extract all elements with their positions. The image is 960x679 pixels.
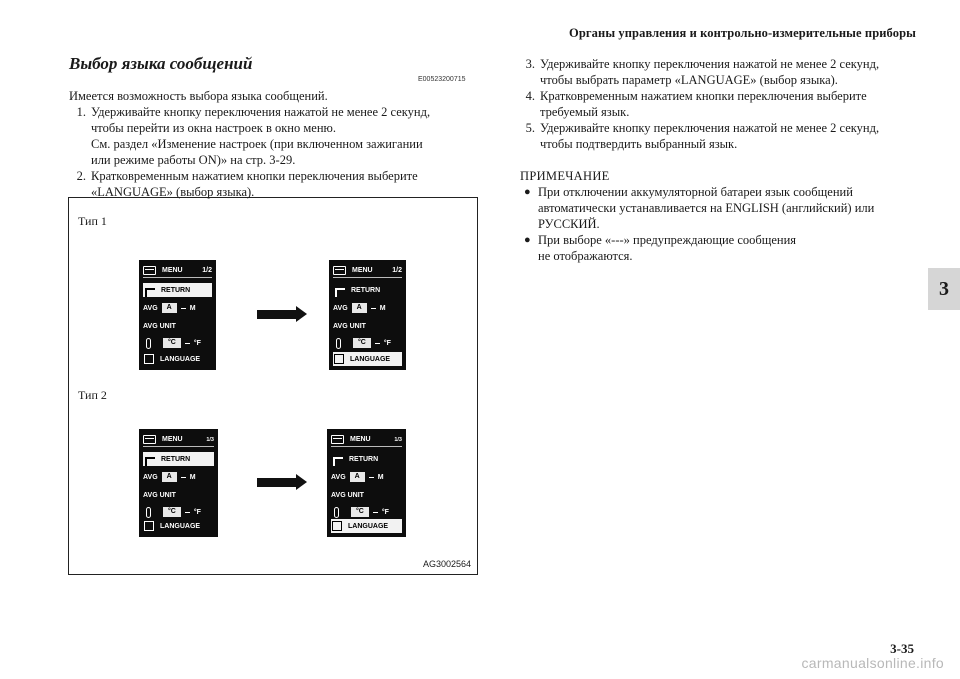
menu-page: 1/3 bbox=[206, 436, 214, 443]
arrow-right-icon bbox=[257, 478, 297, 487]
temp-f: °F bbox=[381, 508, 389, 516]
return-item bbox=[143, 452, 214, 466]
return-label: RETURN bbox=[349, 455, 379, 463]
screen-header bbox=[333, 264, 402, 278]
type1-label: Тип 1 bbox=[78, 214, 107, 228]
step-line: чтобы выбрать параметр «LANGUAGE» (выбор языка). bbox=[540, 73, 838, 87]
return-arrow-icon bbox=[145, 288, 155, 297]
step-text bbox=[540, 56, 879, 88]
separator-dash bbox=[373, 512, 378, 513]
toolbox-icon bbox=[143, 266, 156, 275]
step-line: Кратковременным нажатием кнопки переключения выберите bbox=[91, 169, 418, 183]
separator-dash bbox=[181, 308, 186, 309]
temp-c: °C bbox=[353, 338, 371, 348]
step-line: чтобы перейти из окна настроек в окно меню. bbox=[91, 121, 336, 135]
note-text bbox=[538, 232, 796, 264]
step-text bbox=[540, 120, 879, 152]
note-title: ПРИМЕЧАНИЕ bbox=[520, 169, 610, 183]
language-label: LANGUAGE bbox=[160, 522, 201, 530]
avg-label: AVG bbox=[333, 304, 348, 312]
step-number: 5. bbox=[525, 121, 535, 135]
avg-alt: M bbox=[189, 473, 196, 481]
language-item bbox=[143, 519, 214, 533]
avg-unit-item bbox=[333, 319, 402, 333]
note-line: При отключении аккумуляторной батареи язык сообщений bbox=[538, 185, 853, 199]
menu-page: 1/2 bbox=[202, 267, 212, 274]
step-item bbox=[520, 88, 920, 120]
bullet-dot-icon: ● bbox=[524, 186, 531, 198]
step-line: Кратковременным нажатием кнопки переключения выберите bbox=[540, 89, 867, 103]
thermometer-icon bbox=[146, 338, 151, 349]
avg-unit-item bbox=[331, 488, 402, 502]
avg-item bbox=[333, 301, 402, 315]
section-title: Выбор языка сообщений bbox=[69, 54, 253, 73]
step-line: Удерживайте кнопку переключения нажатой не менее 2 секунд, bbox=[540, 121, 880, 135]
thermometer-icon bbox=[146, 507, 151, 518]
type2-label: Тип 2 bbox=[78, 388, 107, 402]
language-icon bbox=[144, 354, 154, 364]
step-line: чтобы подтвердить выбранный язык. bbox=[540, 137, 738, 151]
toolbox-icon bbox=[143, 435, 156, 444]
menu-label: MENU bbox=[162, 436, 183, 443]
return-item bbox=[331, 452, 402, 466]
step-line: Удерживайте кнопку переключения нажатой не менее 2 секунд, bbox=[540, 57, 880, 71]
return-arrow-icon bbox=[333, 457, 343, 466]
display-figure bbox=[68, 197, 478, 575]
step-line: требуемый язык. bbox=[540, 105, 630, 119]
avg-alt: M bbox=[377, 473, 384, 481]
temp-c: °C bbox=[351, 507, 369, 517]
step-number: 1. bbox=[76, 105, 86, 119]
toolbox-icon bbox=[331, 435, 344, 444]
return-label: RETURN bbox=[161, 455, 191, 463]
language-label: LANGUAGE bbox=[160, 355, 201, 363]
note-line: не отображаются. bbox=[538, 249, 633, 263]
intro-text: Имеется возможность выбора языка сообщений. bbox=[69, 89, 328, 103]
return-item bbox=[333, 283, 402, 297]
step-text bbox=[91, 168, 418, 200]
note-line: При выборе «---» предупреждающие сообщения bbox=[538, 233, 797, 247]
thermometer-icon bbox=[336, 338, 341, 349]
language-icon bbox=[144, 521, 154, 531]
temp-unit-item bbox=[333, 336, 402, 350]
watermark: carmanualsonline.info bbox=[801, 655, 944, 671]
page-number: 3-35 bbox=[890, 641, 914, 656]
step-line: См. раздел «Изменение настроек (при включенном зажигании bbox=[91, 137, 423, 151]
menu-label: MENU bbox=[162, 267, 183, 274]
avg-item bbox=[143, 301, 212, 315]
display-type1-after bbox=[329, 260, 406, 370]
temp-c: °C bbox=[163, 507, 181, 517]
separator-dash bbox=[185, 512, 190, 513]
note-bullet bbox=[520, 184, 920, 232]
avg-item bbox=[331, 470, 402, 484]
temp-unit-item bbox=[143, 336, 212, 350]
figure-code: AG3002564 bbox=[422, 559, 471, 569]
bullet-dot-icon: ● bbox=[524, 234, 531, 246]
display-type2-before bbox=[139, 429, 218, 537]
screen-header bbox=[143, 264, 212, 278]
note-line: РУССКИЙ. bbox=[538, 217, 600, 231]
step-text bbox=[91, 104, 430, 168]
temp-unit-item bbox=[143, 505, 214, 519]
step-line: или режиме работы ON)» на стр. 3-29. bbox=[91, 153, 296, 167]
return-arrow-icon bbox=[335, 288, 345, 297]
section-code: E00523200715 bbox=[418, 76, 466, 83]
separator-dash bbox=[369, 477, 374, 478]
step-line: «LANGUAGE» (выбор языка). bbox=[91, 185, 255, 199]
thermometer-icon bbox=[334, 507, 339, 518]
avg-alt: M bbox=[189, 304, 196, 312]
step-line: Удерживайте кнопку переключения нажатой не менее 2 секунд, bbox=[91, 105, 431, 119]
language-item bbox=[143, 352, 212, 366]
menu-page: 1/2 bbox=[392, 267, 402, 274]
avg-label: AVG bbox=[143, 473, 158, 481]
chapter-tab: 3 bbox=[928, 268, 960, 310]
separator-dash bbox=[181, 477, 186, 478]
separator-dash bbox=[185, 343, 190, 344]
avg-unit-label: AVG UNIT bbox=[333, 322, 366, 330]
separator-dash bbox=[371, 308, 376, 309]
language-item-selected bbox=[331, 519, 402, 533]
avg-value: A bbox=[162, 303, 177, 313]
language-label: LANGUAGE bbox=[350, 355, 391, 363]
step-item bbox=[69, 168, 479, 200]
menu-label: MENU bbox=[352, 267, 373, 274]
avg-value: A bbox=[162, 472, 177, 482]
avg-unit-label: AVG UNIT bbox=[143, 491, 176, 499]
temp-f: °F bbox=[193, 508, 201, 516]
language-item-selected bbox=[333, 352, 402, 366]
temp-unit-item bbox=[331, 505, 402, 519]
avg-alt: M bbox=[379, 304, 386, 312]
return-arrow-icon bbox=[145, 457, 155, 466]
menu-label: MENU bbox=[350, 436, 371, 443]
step-number: 4. bbox=[525, 89, 535, 103]
return-item bbox=[143, 283, 212, 297]
display-type1-before bbox=[139, 260, 216, 370]
language-label: LANGUAGE bbox=[348, 522, 389, 530]
screen-header bbox=[331, 433, 402, 447]
avg-unit-item bbox=[143, 319, 212, 333]
toolbox-icon bbox=[333, 266, 346, 275]
screen-header bbox=[143, 433, 214, 447]
step-text bbox=[540, 88, 867, 120]
return-label: RETURN bbox=[161, 286, 191, 294]
step-item bbox=[69, 104, 479, 168]
return-label: RETURN bbox=[351, 286, 381, 294]
temp-f: °F bbox=[193, 339, 201, 347]
left-column bbox=[69, 88, 479, 200]
avg-unit-label: AVG UNIT bbox=[331, 491, 364, 499]
step-item bbox=[520, 56, 920, 88]
step-number: 2. bbox=[76, 169, 86, 183]
step-item bbox=[520, 120, 920, 152]
separator-dash bbox=[375, 343, 380, 344]
temp-c: °C bbox=[163, 338, 181, 348]
avg-value: A bbox=[352, 303, 367, 313]
avg-label: AVG bbox=[143, 304, 158, 312]
step-number: 3. bbox=[525, 57, 535, 71]
note-bullet bbox=[520, 232, 920, 264]
menu-page: 1/3 bbox=[394, 436, 402, 443]
language-icon bbox=[334, 354, 344, 364]
arrow-right-icon bbox=[257, 310, 297, 319]
temp-f: °F bbox=[383, 339, 391, 347]
avg-item bbox=[143, 470, 214, 484]
display-type2-after bbox=[327, 429, 406, 537]
avg-value: A bbox=[350, 472, 365, 482]
right-column bbox=[520, 56, 920, 264]
avg-label: AVG bbox=[331, 473, 346, 481]
running-header: Органы управления и контрольно-измерительные приборы bbox=[569, 26, 916, 40]
note-text bbox=[538, 184, 874, 232]
language-icon bbox=[332, 521, 342, 531]
avg-unit-item bbox=[143, 488, 214, 502]
avg-unit-label: AVG UNIT bbox=[143, 322, 176, 330]
note-line: автоматически устанавливается на ENGLISH (английский) или bbox=[538, 201, 875, 215]
